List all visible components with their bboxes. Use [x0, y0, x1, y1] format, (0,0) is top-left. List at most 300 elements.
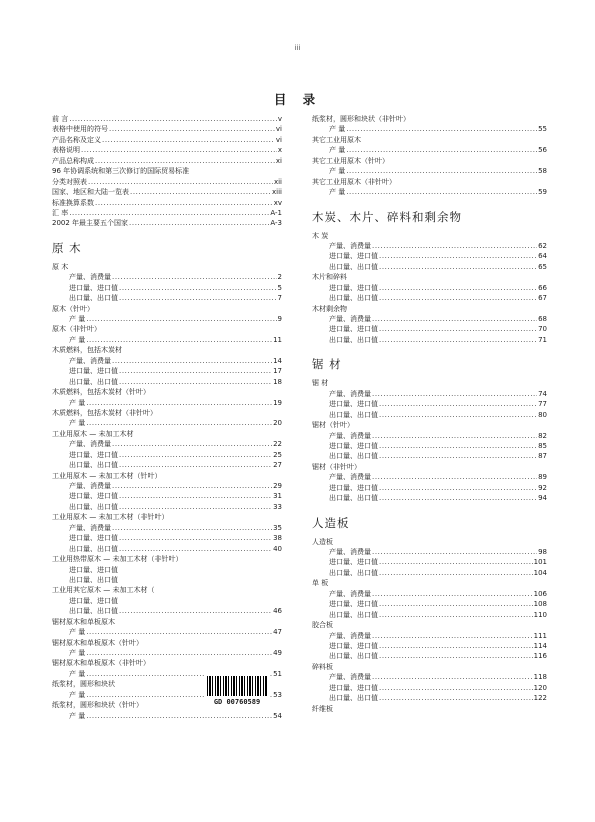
toc-entry-label: 进口量、进口值	[69, 492, 118, 501]
dot-leader	[379, 493, 537, 503]
toc-subentry[interactable]	[312, 399, 547, 409]
dot-leader	[372, 431, 537, 441]
toc-entry[interactable]	[312, 135, 547, 145]
toc-page-number: 40	[273, 544, 282, 553]
toc-entry[interactable]	[52, 262, 282, 272]
toc-page-number: 51	[273, 669, 282, 678]
toc-subentry[interactable]	[52, 575, 282, 585]
toc-entry-label: 纤维板	[312, 704, 333, 713]
toc-subentry[interactable]	[52, 648, 282, 658]
toc-subentry[interactable]	[312, 631, 547, 641]
toc-subentry[interactable]	[52, 450, 282, 460]
toc-page-number: xi	[275, 156, 282, 165]
toc-subentry[interactable]	[312, 431, 547, 441]
toc-page-number: 108	[533, 600, 547, 609]
toc-entry[interactable]	[52, 585, 282, 595]
dot-leader	[69, 208, 269, 218]
toc-entry-label: 原木（非针叶）	[52, 325, 101, 334]
toc-entry-label: 进口量、进口值	[329, 283, 378, 292]
toc-entry-label: 出口量、出口值	[329, 694, 378, 703]
toc-entry-label: 出口量、出口值	[329, 610, 378, 619]
toc-entry-label: 产量、消费量	[69, 523, 111, 532]
dot-leader	[372, 241, 537, 251]
barcode-bars	[207, 676, 267, 696]
dot-leader	[112, 439, 272, 449]
toc-entry-label: 产 量	[329, 188, 346, 197]
toc-entry-label: 产品总称构成	[52, 156, 94, 165]
toc-page-number: 11	[273, 335, 282, 344]
toc-entry[interactable]	[312, 462, 547, 472]
dot-leader	[86, 627, 272, 637]
dot-leader	[379, 283, 537, 293]
toc-subentry[interactable]	[52, 523, 282, 533]
toc-entry-label: 前 言	[52, 115, 69, 123]
toc-entry-label: 进口量、进口值	[69, 283, 118, 292]
toc-entry-label: 表格中使用的符号	[52, 125, 108, 134]
toc-entry-label: 产品名称及定义	[52, 135, 101, 144]
toc-entry[interactable]	[52, 135, 282, 145]
toc-subentry[interactable]	[52, 544, 282, 554]
dot-leader	[119, 606, 272, 616]
toc-entry-label: 原木（针叶）	[52, 304, 94, 313]
toc-entry-label: 锯材原木和单板原木	[52, 617, 115, 626]
toc-entry[interactable]	[52, 658, 282, 668]
dot-leader	[346, 145, 537, 155]
toc-entry-label: 其它工业用原木（非针叶）	[312, 177, 396, 186]
toc-entry-label: 原 木	[52, 262, 69, 271]
toc-entry[interactable]	[52, 554, 282, 564]
toc-page-number: 111	[533, 631, 547, 640]
toc-subentry[interactable]	[52, 627, 282, 637]
toc-page-number: 110	[533, 610, 547, 619]
toc-entry-label: 产量、消费量	[329, 473, 371, 482]
dot-leader	[119, 377, 272, 387]
dot-leader	[119, 491, 272, 501]
toc-page-number: 27	[273, 461, 282, 470]
toc-entry-label: 产量、消费量	[329, 389, 371, 398]
toc-entry-label: 进口量、进口值	[329, 325, 378, 334]
toc-entry-label: 产 量	[69, 419, 86, 428]
toc-page-number: 98	[538, 548, 547, 556]
toc-subentry[interactable]	[52, 481, 282, 491]
dot-leader	[379, 324, 537, 334]
toc-entry[interactable]	[312, 378, 547, 388]
dot-leader	[88, 177, 273, 187]
toc-entry[interactable]	[52, 218, 282, 228]
dot-leader	[109, 124, 275, 134]
dot-leader	[346, 124, 537, 134]
toc-subentry[interactable]	[52, 502, 282, 512]
toc-entry-label: 产 量	[69, 315, 86, 323]
toc-page-number: vi	[275, 125, 282, 134]
toc-subentry[interactable]	[52, 272, 282, 282]
toc-entry[interactable]	[312, 304, 547, 314]
toc-subentry[interactable]	[312, 283, 547, 293]
dot-leader	[379, 693, 533, 703]
toc-entry-label: 标准换算系数	[52, 198, 94, 207]
toc-entry[interactable]	[52, 429, 282, 439]
toc-subentry[interactable]	[312, 145, 547, 155]
toc-entry-label: 进口量、进口值	[69, 565, 118, 574]
toc-page-number: 74	[538, 389, 547, 398]
toc-entry[interactable]	[52, 166, 282, 176]
toc-page-number: 65	[538, 262, 547, 271]
toc-entry[interactable]	[52, 177, 282, 187]
toc-subentry[interactable]	[312, 187, 547, 197]
toc-entry-label: 木片和碎料	[312, 273, 347, 282]
toc-page-number: 77	[538, 400, 547, 409]
toc-entry-label: 产量、消费量	[69, 440, 111, 449]
toc-subentry[interactable]	[52, 377, 282, 387]
toc-subentry[interactable]	[52, 418, 282, 428]
toc-page-number: 106	[533, 589, 547, 598]
toc-entry-label: 进口量、进口值	[329, 641, 378, 650]
dot-leader	[102, 135, 275, 145]
toc-page-number: A-1	[270, 208, 282, 217]
toc-entry-label: 产 量	[329, 146, 346, 155]
toc-entry[interactable]	[52, 208, 282, 218]
toc-subentry[interactable]	[312, 324, 547, 334]
toc-page-number: 22	[273, 440, 282, 449]
toc-entry-label: 产量、消费量	[69, 273, 111, 282]
page-title: 目 录	[273, 92, 322, 107]
toc-entry-label: 产 量	[69, 711, 86, 720]
toc-entry-label: 出口量、出口值	[329, 568, 378, 577]
toc-subentry[interactable]	[52, 460, 282, 470]
toc-entry[interactable]	[312, 620, 547, 630]
toc-page-number: 17	[273, 367, 282, 376]
toc-entry[interactable]	[312, 420, 547, 430]
toc-page-number: 87	[538, 452, 547, 461]
toc-page-number: 14	[273, 356, 282, 365]
toc-entry-label: 进口量、进口值	[329, 558, 378, 567]
toc-entry[interactable]	[52, 187, 282, 197]
dot-leader	[119, 293, 277, 303]
dot-leader	[86, 711, 272, 721]
toc-entry-label: 出口量、出口值	[329, 262, 378, 271]
toc-subentry[interactable]	[52, 606, 282, 616]
toc-subentry[interactable]	[312, 124, 547, 134]
toc-subentry[interactable]	[312, 547, 547, 557]
dot-leader	[379, 262, 537, 272]
dot-leader	[372, 589, 533, 599]
toc-entry-label: 锯材原木和单板原木（非针叶）	[52, 659, 150, 668]
toc-entry[interactable]	[52, 324, 282, 334]
toc-subentry[interactable]	[312, 557, 547, 567]
toc-page-number: 20	[273, 419, 282, 428]
dot-leader	[379, 557, 533, 567]
dot-leader	[379, 641, 533, 651]
section-heading: 人造板	[312, 515, 350, 530]
dot-leader	[379, 610, 533, 620]
dot-leader	[379, 683, 533, 693]
dot-leader	[372, 314, 537, 324]
dot-leader	[112, 272, 277, 282]
toc-subentry[interactable]	[312, 241, 547, 251]
toc-entry[interactable]	[52, 198, 282, 208]
toc-entry-label: 碎料板	[312, 662, 333, 671]
dot-leader	[119, 502, 272, 512]
toc-entry-label: 产量、消费量	[69, 482, 111, 490]
toc-page-number: 58	[538, 167, 547, 176]
toc-entry-label: 出口量、出口值	[69, 502, 118, 511]
toc-page-number: vi	[275, 135, 282, 144]
toc-entry-label: 出口量、出口值	[329, 410, 378, 419]
toc-entry-label: 工业用原木 — 未加工木材（非针叶）	[52, 513, 169, 522]
library-barcode-sticker	[204, 674, 270, 708]
toc-page-number: 80	[538, 410, 547, 419]
toc-entry[interactable]	[52, 471, 282, 481]
toc-entry-label: 2002 年最主要五个国家	[52, 219, 129, 228]
toc-subentry[interactable]	[52, 491, 282, 501]
toc-entry-label: 出口量、出口值	[69, 575, 118, 584]
toc-subentry[interactable]	[312, 651, 547, 661]
toc-page-number: 89	[538, 473, 547, 482]
dot-leader	[112, 356, 272, 366]
dot-leader	[379, 651, 533, 661]
toc-entry-label: 出口量、出口值	[329, 652, 378, 661]
toc-page-number: 85	[538, 441, 547, 450]
toc-entry-label: 表格说明	[52, 146, 80, 155]
toc-subentry[interactable]	[312, 641, 547, 651]
toc-page-number: xv	[273, 198, 282, 207]
toc-entry[interactable]	[52, 156, 282, 166]
toc-page-number: 122	[533, 694, 547, 703]
toc-subentry[interactable]	[312, 166, 547, 176]
toc-entry-label: 胶合板	[312, 621, 333, 630]
toc-subentry[interactable]	[312, 251, 547, 261]
toc-subentry[interactable]	[52, 366, 282, 376]
toc-entry-label: 产 量	[69, 398, 86, 407]
dot-leader	[119, 283, 277, 293]
toc-page-number: 5	[277, 283, 282, 292]
toc-page-number: 25	[273, 450, 282, 459]
toc-entry-label: 产量、消费量	[69, 356, 111, 365]
toc-entry-label: 分类对照表	[52, 177, 87, 186]
page-number: iii	[294, 44, 301, 52]
toc-entry[interactable]	[52, 387, 282, 397]
dot-leader	[129, 218, 269, 228]
toc-entry-label: 进口量、进口值	[329, 252, 378, 261]
toc-page-number: 118	[533, 673, 547, 682]
toc-subentry[interactable]	[312, 568, 547, 578]
toc-page-number: 54	[273, 711, 282, 720]
toc-page-number: A-3	[270, 219, 282, 228]
dot-leader	[112, 481, 272, 491]
dot-leader	[86, 335, 272, 345]
toc-page-number: xii	[273, 177, 282, 186]
toc-entry-label: 木质燃料，包括木炭材（针叶）	[52, 388, 150, 397]
toc-subentry[interactable]	[52, 283, 282, 293]
section-heading: 木炭、木片、碎料和剩余物	[312, 209, 462, 224]
toc-page-number: 64	[538, 252, 547, 261]
toc-entry[interactable]	[52, 638, 282, 648]
dot-leader	[69, 114, 277, 124]
toc-entry-label: 进口量、进口值	[69, 367, 118, 376]
toc-page-number: 19	[273, 398, 282, 407]
toc-subentry[interactable]	[312, 410, 547, 420]
dot-leader	[346, 166, 537, 176]
toc-subentry[interactable]	[52, 335, 282, 345]
toc-page-number: 47	[273, 628, 282, 637]
toc-page-number: 55	[538, 125, 547, 134]
toc-subentry[interactable]	[52, 596, 282, 606]
toc-entry-label: 出口量、出口值	[69, 461, 118, 470]
toc-page-number: 71	[538, 335, 547, 344]
toc-subentry[interactable]	[312, 472, 547, 482]
toc-subentry[interactable]	[312, 672, 547, 682]
dot-leader	[379, 251, 537, 261]
toc-entry-label: 出口量、出口值	[69, 377, 118, 386]
toc-subentry[interactable]	[312, 493, 547, 503]
toc-entry-label: 木材剩余物	[312, 304, 347, 313]
toc-page-number: 29	[273, 482, 282, 490]
toc-entry-label: 出口量、出口值	[329, 452, 378, 461]
toc-entry[interactable]	[312, 704, 547, 714]
dot-leader	[95, 156, 275, 166]
toc-entry-label: 96 年协调系统和第三次修订的国际贸易标准	[52, 167, 190, 176]
dot-leader	[346, 187, 537, 197]
toc-page-number: 94	[538, 494, 547, 503]
toc-entry[interactable]	[312, 537, 547, 547]
toc-subentry[interactable]	[312, 451, 547, 461]
toc-subentry[interactable]	[52, 711, 282, 721]
toc-entry-label: 产量、消费量	[329, 241, 371, 250]
toc-subentry[interactable]	[52, 314, 282, 324]
toc-page-number: 53	[273, 690, 282, 699]
toc-page-number: 66	[538, 283, 547, 292]
toc-page-number: 82	[538, 431, 547, 440]
toc-entry-label: 产量、消费量	[329, 589, 371, 598]
toc-entry-label: 产量、消费量	[329, 631, 371, 640]
toc-subentry[interactable]	[312, 389, 547, 399]
toc-subentry[interactable]	[52, 293, 282, 303]
toc-page-number: 68	[538, 315, 547, 323]
toc-entry-label: 国家、地区和大陆一览表	[52, 188, 129, 197]
toc-entry[interactable]	[52, 512, 282, 522]
toc-page-number: 18	[273, 377, 282, 386]
toc-entry[interactable]	[52, 304, 282, 314]
dot-leader	[112, 523, 272, 533]
toc-subentry[interactable]	[52, 533, 282, 543]
toc-entry[interactable]	[312, 156, 547, 166]
toc-entry-label: 出口量、出口值	[329, 494, 378, 503]
toc-subentry[interactable]	[312, 262, 547, 272]
toc-entry-label: 产 量	[69, 628, 86, 637]
toc-entry[interactable]	[52, 408, 282, 418]
toc-entry[interactable]	[52, 617, 282, 627]
dot-leader	[130, 187, 271, 197]
toc-entry-label: 纸浆材，圆形和块状（针叶）	[52, 701, 143, 710]
toc-entry-label: 锯材（非针叶）	[312, 462, 361, 471]
toc-entry-label: 产量、消费量	[329, 548, 371, 556]
toc-entry-label: 进口量、进口值	[329, 441, 378, 450]
toc-entry[interactable]	[52, 345, 282, 355]
toc-subentry[interactable]	[52, 439, 282, 449]
toc-subentry[interactable]	[312, 483, 547, 493]
dot-leader	[372, 631, 533, 641]
toc-right-column	[312, 114, 547, 714]
toc-entry-label: 产 量	[69, 669, 86, 678]
dot-leader	[119, 533, 272, 543]
toc-page-number: 2	[277, 273, 282, 282]
toc-entry-label: 进口量、进口值	[329, 483, 378, 492]
toc-subentry[interactable]	[52, 565, 282, 575]
dot-leader	[379, 599, 533, 609]
toc-subentry[interactable]	[312, 599, 547, 609]
toc-entry-label: 工业用原木 — 未加工木材	[52, 429, 134, 438]
toc-subentry[interactable]	[52, 398, 282, 408]
toc-entry-label: 进口量、进口值	[329, 600, 378, 609]
toc-subentry[interactable]	[312, 589, 547, 599]
toc-entry-label: 工业用热带原木 — 未加工木材（非针叶）	[52, 555, 183, 564]
toc-entry-label: 产量、消费量	[329, 431, 371, 440]
toc-entry-label: 木 炭	[312, 231, 329, 240]
toc-page-number: xiii	[272, 188, 282, 197]
toc-subentry[interactable]	[312, 683, 547, 693]
toc-entry[interactable]	[52, 114, 282, 124]
dot-leader	[379, 399, 537, 409]
toc-entry-label: 出口量、出口值	[69, 607, 118, 616]
toc-entry[interactable]	[52, 145, 282, 155]
toc-entry[interactable]	[312, 114, 547, 124]
dot-leader	[379, 335, 537, 345]
toc-entry-label: 锯 材	[312, 379, 329, 388]
toc-subentry[interactable]	[312, 335, 547, 345]
toc-subentry[interactable]	[312, 314, 547, 324]
toc-page-number: 59	[538, 188, 547, 197]
toc-entry-label: 产 量	[329, 125, 346, 134]
toc-entry-label: 出口量、出口值	[329, 294, 378, 303]
dot-leader	[119, 450, 272, 460]
toc-page-number: 35	[273, 523, 282, 532]
toc-entry-label: 进口量、进口值	[69, 534, 118, 543]
toc-entry-label: 产 量	[69, 690, 86, 699]
toc-entry[interactable]	[312, 177, 547, 187]
toc-entry[interactable]	[312, 231, 547, 241]
section-heading: 锯 材	[312, 357, 342, 372]
dot-leader	[379, 483, 537, 493]
toc-page-number: 46	[273, 607, 282, 616]
toc-subentry[interactable]	[312, 441, 547, 451]
toc-subentry[interactable]	[312, 293, 547, 303]
toc-subentry[interactable]	[52, 356, 282, 366]
toc-entry-label: 产 量	[69, 335, 86, 344]
toc-entry-label: 工业用原木 — 未加工木材（针叶）	[52, 471, 162, 480]
toc-entry-label: 产量、消费量	[329, 315, 371, 323]
toc-page-number: 101	[533, 558, 547, 567]
dot-leader	[372, 672, 533, 682]
toc-page-number: 114	[533, 641, 547, 650]
toc-entry[interactable]	[312, 578, 547, 588]
toc-page-number: 92	[538, 483, 547, 492]
toc-page-number: 67	[538, 294, 547, 303]
barcode-number: GD 00760589	[213, 698, 261, 706]
toc-entry-label: 人造板	[312, 537, 333, 546]
toc-entry-label: 进口量、进口值	[329, 400, 378, 409]
toc-subentry[interactable]	[312, 610, 547, 620]
toc-entry-label: 出口量、出口值	[69, 294, 118, 303]
toc-page-number: 33	[273, 502, 282, 511]
toc-page-number: 56	[538, 146, 547, 155]
toc-subentry[interactable]	[312, 693, 547, 703]
toc-entry[interactable]	[312, 662, 547, 672]
toc-entry[interactable]	[52, 124, 282, 134]
dot-leader	[372, 472, 537, 482]
dot-leader	[372, 389, 537, 399]
toc-entry[interactable]	[312, 272, 547, 282]
toc-entry-label: 锯材（针叶）	[312, 421, 354, 430]
